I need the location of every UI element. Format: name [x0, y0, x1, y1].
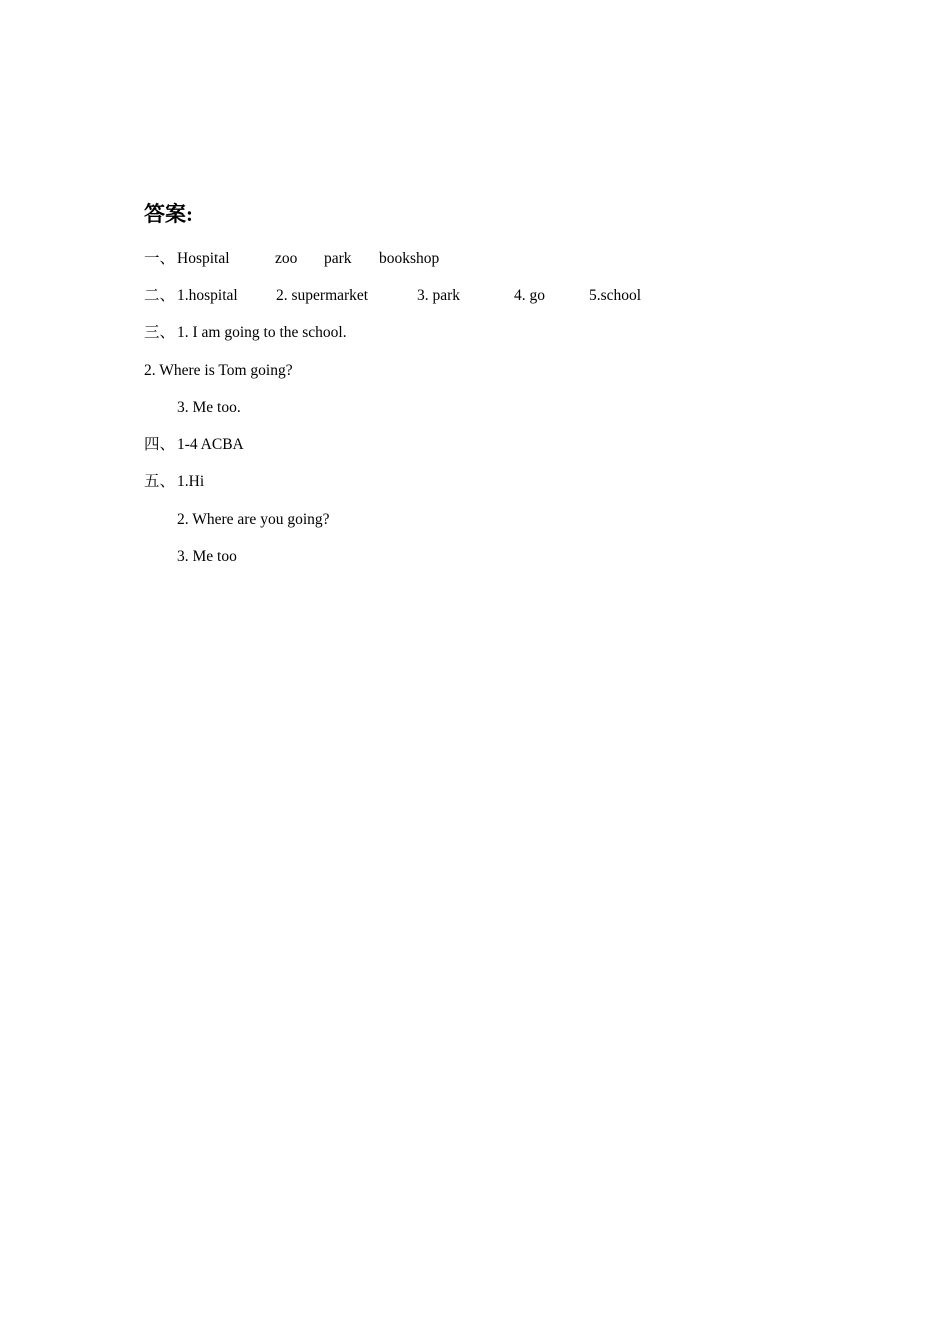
section-three-answer: 1. I am going to the school. [177, 324, 347, 341]
section-one-answer: zoo [275, 250, 298, 267]
section-four-line [144, 435, 444, 455]
section-one-answer: Hospital [177, 250, 230, 267]
section-three-answer: 3. Me too. [177, 399, 241, 416]
section-three-marker: 三、 [144, 324, 176, 341]
section-five-marker: 五、 [144, 473, 176, 490]
section-two-answer: 2. supermarket [276, 287, 369, 304]
section-four-marker: 四、 [144, 436, 176, 453]
section-four-answer: 1-4 ACBA [177, 436, 244, 453]
section-three-line [144, 323, 544, 343]
section-one-answer: park [324, 250, 352, 267]
section-two-line [144, 286, 704, 306]
section-five-answer: 1.Hi [177, 473, 205, 490]
section-two-answer: 1.hospital [177, 287, 238, 304]
section-one-answer: bookshop [379, 250, 440, 267]
section-two-answer: 4. go [514, 287, 545, 304]
section-three-answer: 2. Where is Tom going? [144, 362, 293, 379]
section-two-marker: 二、 [144, 287, 176, 304]
section-five-answer: 3. Me too [177, 548, 237, 565]
answer-heading: 答案: [144, 202, 193, 226]
section-five-answer: 2. Where are you going? [177, 511, 330, 528]
section-two-answer: 5.school [589, 287, 642, 304]
section-one-line [144, 249, 544, 269]
section-two-answer: 3. park [417, 287, 461, 304]
section-one-marker: 一、 [144, 250, 176, 267]
section-five-line [144, 472, 444, 492]
